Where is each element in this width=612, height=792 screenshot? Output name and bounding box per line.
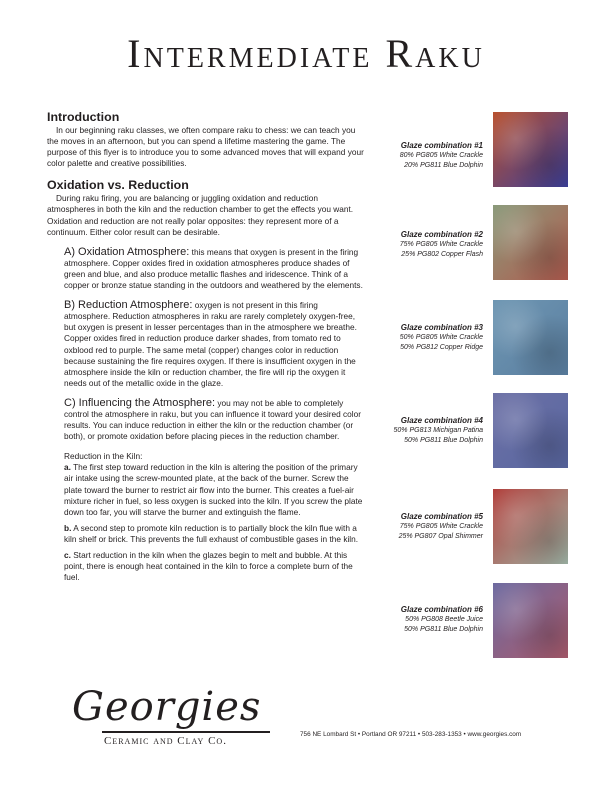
glaze-line: 80% PG805 White Crackle xyxy=(399,152,483,159)
glaze-line: 75% PG805 White Crackle xyxy=(399,523,483,530)
kiln-step-a-label: a. xyxy=(64,462,71,473)
kiln-reduction-section xyxy=(64,451,365,583)
glaze-swatch-4 xyxy=(493,393,568,468)
section-b xyxy=(47,300,365,389)
intro-text: In our beginning raku classes, we often compare raku to chess: we can teach you the moves in an afternoon, but you can spend a lifetime mastering the game. The purpose of this flyer is to introduce you to some advanced moves that will expand your color palette and creative possibilities. xyxy=(47,125,364,169)
glaze-title: Glaze combination #4 xyxy=(400,416,483,425)
logo-script: Georgies xyxy=(72,684,262,730)
glaze-title: Glaze combination #3 xyxy=(400,323,483,332)
glaze-title: Glaze combination #5 xyxy=(400,512,483,521)
kiln-step-b-text: A second step to promote kiln reduction is to partially block the kiln flue with a kiln shelf or brick. This prevents the full exhaust of combustible gases in the kiln. xyxy=(64,522,359,544)
glaze-caption-2 xyxy=(380,230,483,259)
kiln-step-a xyxy=(64,462,365,517)
section-c-text: you may not be able to completely control the atmosphere in raku, but you can influence it toward your desired color results. You can induce reduction in either the kiln or the reduction chamber (or both), or promote oxidation before placing pieces in the reduction chamber. xyxy=(64,397,362,442)
section-c xyxy=(47,398,365,442)
glaze-line: 25% PG807 Opal Shimmer xyxy=(398,532,483,540)
page-title: Intermediate Raku xyxy=(127,31,485,76)
glaze-line: 50% PG811 Blue Dolphin xyxy=(404,625,483,633)
main-column xyxy=(47,110,365,583)
glaze-caption-3 xyxy=(380,323,483,352)
glaze-line: 50% PG808 Beetle Juice xyxy=(405,616,483,623)
glaze-line: 75% PG805 White Crackle xyxy=(399,241,483,248)
oxred-heading: Oxidation vs. Reduction xyxy=(47,178,189,193)
georgies-logo xyxy=(72,684,302,750)
glaze-caption-6 xyxy=(380,605,483,634)
glaze-caption-4 xyxy=(380,416,483,445)
section-b-heading: B) Reduction Atmosphere: xyxy=(64,299,193,312)
glaze-caption-1 xyxy=(380,141,483,170)
logo-company: Ceramic and Clay Co. xyxy=(104,735,227,747)
glaze-line: 50% PG813 Michigan Patina xyxy=(393,427,483,434)
glaze-line: 50% PG805 White Crackle xyxy=(399,334,483,341)
glaze-line: 20% PG811 Blue Dolphin xyxy=(404,161,483,169)
kiln-step-c-text: Start reduction in the kiln when the glazes begin to melt and bubble. At this point, there is enough heat contained in the kiln to force a complete burn of the fuel. xyxy=(64,550,353,583)
glaze-line: 25% PG802 Copper Flash xyxy=(401,250,483,258)
section-a xyxy=(47,247,365,291)
section-a-text: this means that oxygen is present in the firing atmosphere. Copper oxides fired in oxidation atmospheres produce shades of green and blue, and also produce metallic flashes and iridescence. Think of a copper or bronze statue standing in the outdoors and weathered by the elements. xyxy=(64,246,363,291)
glaze-swatch-6 xyxy=(493,583,568,658)
glaze-swatch-5 xyxy=(493,489,568,564)
glaze-title: Glaze combination #1 xyxy=(400,141,483,150)
glaze-title: Glaze combination #2 xyxy=(400,230,483,239)
kiln-step-c-label: c. xyxy=(64,550,71,560)
kiln-step-c xyxy=(64,550,365,583)
kiln-step-b xyxy=(64,523,365,545)
glaze-swatch-1 xyxy=(493,112,568,187)
kiln-step-b-label: b. xyxy=(64,522,72,533)
glaze-line: 50% PG811 Blue Dolphin xyxy=(404,436,483,444)
oxred-text: During raku firing, you are balancing or juggling oxidation and reduction atmospheres in both the kiln and the reduction chamber to get the effects you want. Oxidation and reduction are not really polar opposites: they represent more of a continuum. Either color result can be desirable. xyxy=(47,193,354,237)
glaze-swatch-3 xyxy=(493,300,568,375)
glaze-swatch-2 xyxy=(493,205,568,280)
glaze-caption-5 xyxy=(380,512,483,541)
intro-heading: Introduction xyxy=(47,110,120,124)
glaze-line: 50% PG812 Copper Ridge xyxy=(400,343,483,351)
kiln-step-a-text: The first step toward reduction in the kiln is altering the position of the primary air intake using the screw-mounted plate, at the back of the burner. Screw the plate toward the burner to restrict air flow into the burner. This creates a fuel-air mixture richer in fuel, so less oxygen is sucked into the kiln. If you screw the plate down too far, you will starve the burner and extinguish the flame. xyxy=(64,462,363,517)
footer-contact: 756 NE Lombard St • Portland OR 97211 • 503-283-1353 • www.georgies.com xyxy=(300,731,522,738)
glaze-title: Glaze combination #6 xyxy=(400,605,483,614)
section-c-heading: C) Influencing the Atmosphere: xyxy=(64,396,216,409)
logo-rule xyxy=(102,731,270,733)
section-a-heading: A) Oxidation Atmosphere: xyxy=(64,245,190,258)
section-b-text: oxygen is not present in this firing atmosphere. Reduction atmospheres in raku are rarely completely oxygen-free, but oxygen is present in lesser percentages than in the atmosphere we breathe. Copper oxides fired in reduction produce darker shades, from tomato red to oxblood red to purple. The same metal (copper) changes color in reduction because sustaining the fire requires oxygen. If there is insufficient oxygen in the atmosphere inside the kiln or reduction chamber, the fire will rip the oxygen it needs out of the metallic oxide in the glaze. xyxy=(64,300,357,388)
kiln-heading: Reduction in the Kiln: xyxy=(64,451,143,462)
